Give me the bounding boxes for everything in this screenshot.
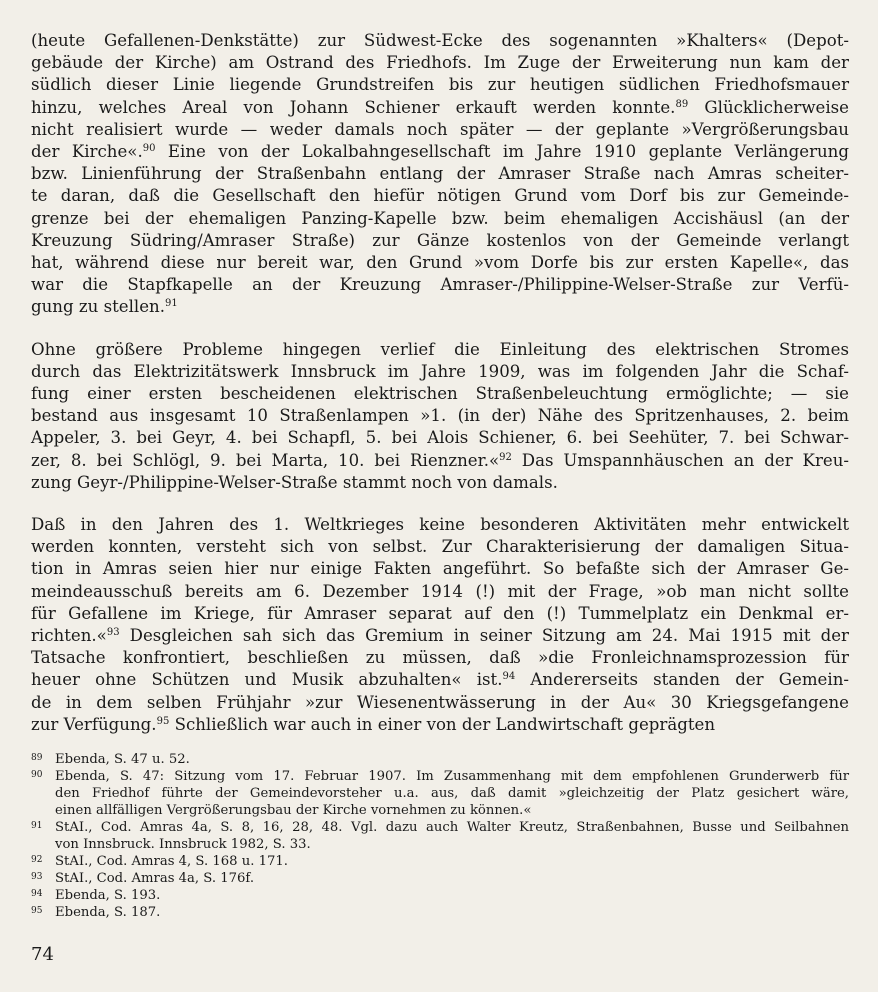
text-run: grenze bei der ehemaligen Panzing-Kapelle bzw. beim ehemaligen Accishäusl (an der [31,208,849,228]
text-run: werden konnten, versteht sich von selbst. Zur Charakterisierung der damaligen Situa- [31,537,849,557]
text-run: Daß in den Jahren des 1. Weltkrieges keine besonderen Aktivitäten mehr entwickelt [31,515,849,535]
footnote-reference: 93 [106,627,120,639]
text-run: Andererseits standen der Gemein- [515,670,849,690]
text-run: tion in Amras seien hier nur einige Fakten angeführt. So befaßte sich der Amraser Ge- [31,559,849,579]
footnote-line: einen allfälligen Vergrößerungsbau der Kirche vornehmen zu können.« [55,803,532,818]
text-run: nicht realisiert wurde — weder damals noch später — der geplante »Vergrößerungsbau [31,119,849,139]
paragraph [31,514,849,736]
text-run: zer, 8. bei Schlögl, 9. bei Marta, 10. bei Rienzner.« [31,450,500,470]
footnote-number: 92 [31,855,43,865]
text-line [31,141,849,163]
footnote-text [55,870,849,887]
footnote-line: StAI., Cod. Amras 4, S. 168 u. 171. [55,854,288,869]
text-run: durch das Elektrizitätswerk Innsbruck im Jahre 1909, was im folgenden Jahr die Schaf- [31,361,849,381]
text-line [31,647,849,669]
paragraph [31,30,849,319]
text-line [31,514,849,536]
footnote-line: Ebenda, S. 47 u. 52. [55,752,190,767]
text-line [31,74,849,96]
text-line [31,714,849,736]
text-line [31,450,849,472]
text-run: (heute Gefallenen-Denkstätte) zur Südwest-Ecke des sogenannten »Khalters« (Depot- [31,31,849,50]
text-line [31,603,849,625]
footnote-number: 94 [31,889,43,899]
text-line [31,405,849,427]
text-line [31,383,849,405]
text-run: Schließlich war auch in einer von der Landwirtschaft geprägten [169,714,716,734]
text-run: der Kirche«. [31,142,143,162]
text-line [31,361,849,383]
footnotes [31,751,849,921]
text-run: Kreuzung Südring/Amraser Straße) zur Gänze kostenlos von der Gemeinde verlangt [31,230,849,250]
footnote [31,887,849,904]
footnote [31,768,849,819]
text-line [31,669,849,691]
text-run: fung einer ersten bescheidenen elektrischen Straßenbeleuchtung ermöglichte; — sie [31,384,849,404]
text-run: hat, während diese nur bereit war, den Grund »vom Dorfe bis zur ersten Kapelle«, das [31,253,849,273]
footnote [31,853,849,870]
footnote-line: den Friedhof führte der Gemeindevorsteher u.a. aus, daß damit »gleichzeitig der Platz gesichert wäre, [55,786,849,801]
text-run: für Gefallene im Kriege, für Amraser separat auf den (!) Tummelplatz ein Denkmal er- [31,603,849,623]
text-run: war die Stapfkapelle an der Kreuzung Amraser-/Philippine-Welser-Straße zur Verfü- [31,275,849,295]
footnote-line: StAI., Cod. Amras 4a, S. 176f. [55,871,255,886]
footnote-number: 91 [31,821,43,831]
footnote [31,819,849,853]
text-line [31,252,849,274]
text-line [31,558,849,580]
footnote-reference: 94 [502,671,516,683]
text-run: heuer ohne Schützen und Musik abzuhalten« ist. [31,670,503,690]
text-line [31,97,849,119]
text-run: zung Geyr-/Philippine-Welser-Straße stammt noch von damals. [31,472,558,492]
footnote-number: 93 [31,872,43,882]
text-run: bestand aus insgesamt 10 Straßenlampen »1. (in der) Nähe des Spritzenhauses, 2. beim [31,406,849,426]
footnote-reference: 89 [675,98,689,110]
footnote-reference: 90 [142,143,156,155]
text-run: bzw. Linienführung der Straßenbahn entlang der Amraser Straße nach Amras scheiter- [31,164,849,184]
text-run: gebäude der Kirche) am Ostrand des Friedhofs. Im Zuge der Erweiterung nun kam der [31,53,849,73]
footnote [31,751,849,768]
text-line [31,692,849,714]
text-line [31,208,849,230]
footnote-line: Ebenda, S. 47: Sitzung vom 17. Februar 1907. Im Zusammenhang mit dem empfohlenen Grunderwerb für [55,769,849,784]
text-run: Appeler, 3. bei Geyr, 4. bei Schapfl, 5. bei Alois Schiener, 6. bei Seehüter, 7. bei Schwar- [31,428,849,448]
footnote-number: 95 [31,906,43,916]
text-run: südlich dieser Linie liegende Grundstreifen bis zur heutigen südlichen Friedhofsmauer [31,75,849,95]
footnote-number: 90 [31,770,43,780]
body-text [31,30,849,736]
text-run: Eine von der Lokalbahngesellschaft im Jahre 1910 geplante Verlängerung [155,142,849,162]
text-run: Ohne größere Probleme hingegen verlief die Einleitung des elektrischen Stromes [31,339,849,359]
footnote-text [55,768,849,819]
text-line [31,30,849,52]
text-run: Das Umspannhäuschen an der Kreu- [511,450,849,470]
footnote-text [55,751,849,768]
text-line [31,230,849,252]
footnote [31,870,849,887]
footnote-reference: 91 [165,298,178,310]
text-run: zur Verfügung. [31,714,157,734]
footnote-text [55,887,849,904]
footnote-text [55,853,849,870]
text-run: Tatsache konfrontiert, beschließen zu müssen, daß »die Fronleichnamsprozession für [31,648,849,668]
text-line [31,163,849,185]
text-run: gung zu stellen. [31,297,165,317]
footnote-text [55,819,849,853]
footnote-reference: 95 [156,715,170,727]
text-run: te daran, daß die Gesellschaft den hiefür nötigen Grund vom Dorf bis zur Gemeinde- [31,186,849,206]
footnote-number: 89 [31,753,43,763]
footnote-reference: 92 [499,451,512,463]
footnote [31,904,849,921]
text-line [31,472,849,494]
footnote-line: von Innsbruck. Innsbruck 1982, S. 33. [55,837,311,852]
text-run: richten.« [31,626,107,646]
text-line [31,536,849,558]
paragraph [31,339,849,494]
footnote-text [55,904,849,921]
text-line [31,119,849,141]
text-run: hinzu, welches Areal von Johann Schiener erkauft werden konnte. [31,97,676,117]
text-line [31,185,849,207]
text-line [31,427,849,449]
text-run: Desgleichen sah sich das Gremium in seiner Sitzung am 24. Mai 1915 mit der [119,626,849,646]
footnote-line: StAI., Cod. Amras 4a, S. 8, 16, 28, 48. Vgl. dazu auch Walter Kreutz, Straßenbahnen, Busse und Seilbahnen [55,820,849,835]
footnote-line: Ebenda, S. 187. [55,905,161,920]
text-line [31,339,849,361]
text-run: Glücklicherweise [688,97,849,117]
text-line [31,625,849,647]
footnote-line: Ebenda, S. 193. [55,888,161,903]
page-number: 74 [31,944,54,965]
text-line [31,52,849,74]
text-run: meindeausschuß bereits am 6. Dezember 1914 (!) mit der Frage, »ob man nicht sollte [31,581,849,601]
text-run: de in dem selben Frühjahr »zur Wiesenentwässerung in der Au« 30 Kriegsgefangene [31,692,849,712]
text-line [31,296,849,318]
text-line [31,274,849,296]
text-line [31,581,849,603]
